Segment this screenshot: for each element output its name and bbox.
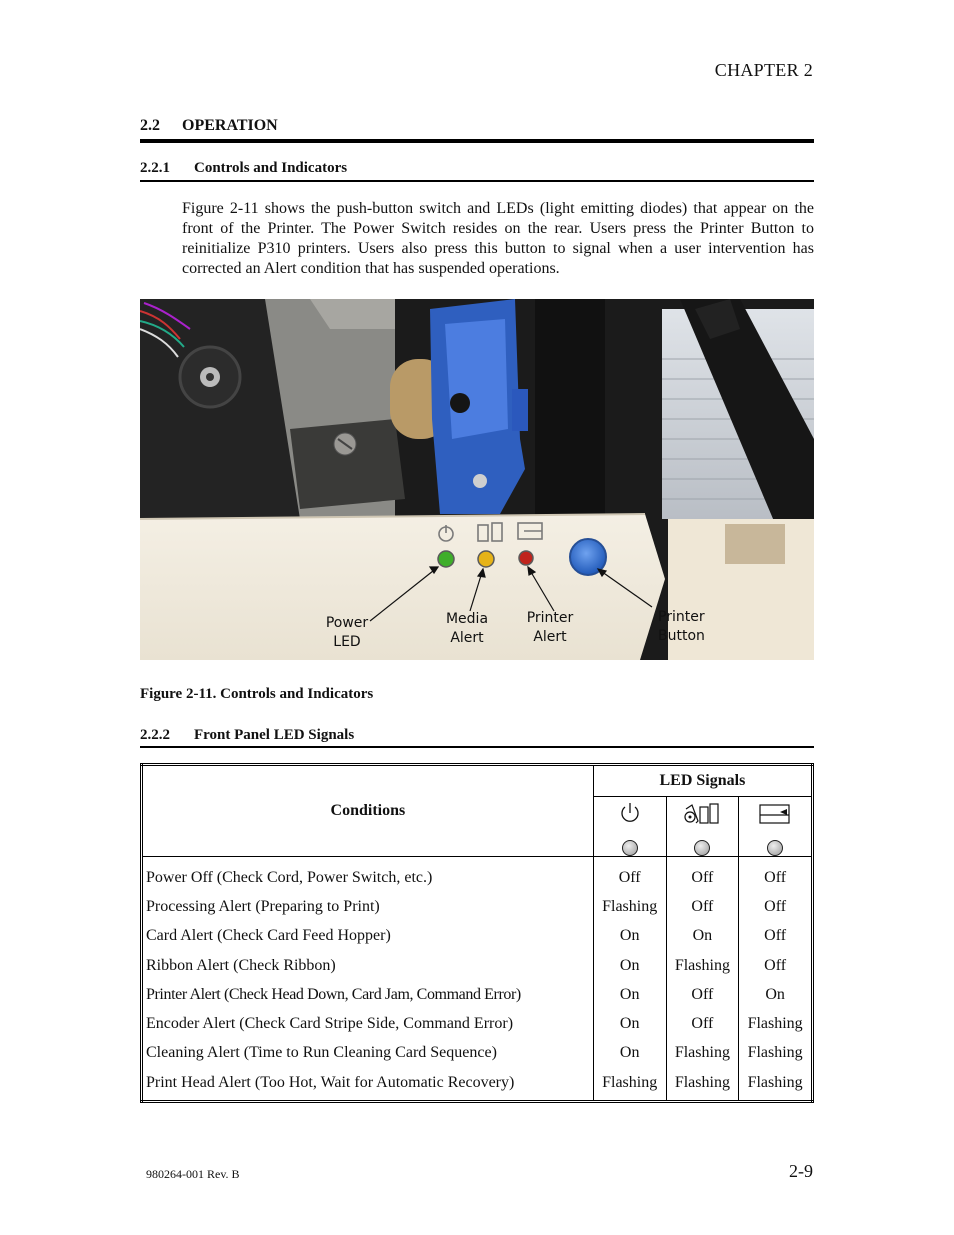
- figure-caption: Figure 2-11. Controls and Indicators: [140, 686, 374, 702]
- table-row: [142, 1039, 813, 1068]
- table-row: [142, 951, 813, 980]
- condition-cell: Encoder Alert (Check Card Stripe Side, Command Error): [142, 1009, 594, 1038]
- subsection-number: 2.2.1: [140, 160, 170, 176]
- media-value: Off: [666, 980, 739, 1009]
- power-value: On: [619, 956, 640, 974]
- condition-cell: Cleaning Alert (Time to Run Cleaning Card Sequence): [142, 1039, 594, 1068]
- condition-cell: Printer Alert (Check Head Down, Card Jam, Command Error): [142, 980, 594, 1009]
- printer-photo: [140, 299, 814, 660]
- subsection-number: 2.2.2: [140, 727, 170, 743]
- power-value: On: [619, 927, 640, 945]
- power-value: On: [619, 1044, 640, 1062]
- printer-value: Flashing: [739, 1009, 813, 1038]
- media-value: On: [666, 922, 739, 951]
- section-rule: [140, 139, 814, 143]
- subsection-title: Controls and Indicators: [194, 160, 348, 176]
- document-number: 980264-001 Rev. B: [146, 1167, 240, 1181]
- table-row: [142, 857, 813, 893]
- table-row: [142, 922, 813, 951]
- media-value: Off: [666, 892, 739, 921]
- media-value: Off: [666, 857, 739, 893]
- power-led-label-line2: LED: [333, 634, 361, 650]
- power-led-indicator: [622, 840, 638, 856]
- printer-column-header: [739, 797, 813, 857]
- printer-alert-label-line1: Printer: [526, 610, 574, 626]
- subsection-heading-led-signals: [140, 727, 354, 744]
- printer-value: Flashing: [739, 1068, 813, 1102]
- power-column-header: [593, 797, 666, 857]
- table-row: [142, 980, 813, 1009]
- condition-cell: Ribbon Alert (Check Ribbon): [142, 951, 594, 980]
- power-led-label-line1: Power: [325, 615, 369, 631]
- table-row: [142, 892, 813, 921]
- media-alert-label: [442, 610, 492, 648]
- section-number: 2.2: [140, 117, 160, 134]
- printer-value: Off: [739, 951, 813, 980]
- media-value: Flashing: [666, 951, 739, 980]
- subsection-rule: [140, 746, 814, 748]
- printer-led-indicator: [767, 840, 783, 856]
- media-column-header: [666, 797, 739, 857]
- subsection-heading-controls: [140, 160, 347, 177]
- power-icon: [618, 801, 642, 827]
- table-row: [142, 1009, 813, 1038]
- printer-button-label-line2: Button: [658, 628, 705, 644]
- printer-button-label-line1: Printer: [658, 609, 705, 625]
- condition-cell: Power Off (Check Cord, Power Switch, etc.): [142, 857, 594, 893]
- media-led-indicator: [694, 840, 710, 856]
- subsection-rule: [140, 180, 814, 182]
- printer-button-label: [658, 608, 705, 646]
- chapter-header: CHAPTER 2: [714, 60, 813, 80]
- power-value: Flashing: [602, 897, 658, 915]
- condition-cell: Processing Alert (Preparing to Print): [142, 892, 594, 921]
- table-row: [142, 1068, 813, 1102]
- printer-icon: [758, 801, 792, 827]
- controls-figure: [140, 299, 814, 660]
- subsection-title: Front Panel LED Signals: [194, 727, 355, 743]
- led-signals-table: [140, 763, 814, 1103]
- power-value: Off: [618, 868, 641, 886]
- page-number: 2-9: [789, 1161, 813, 1181]
- media-value: Flashing: [666, 1068, 739, 1102]
- printer-value: Off: [739, 892, 813, 921]
- media-icon: [682, 801, 722, 827]
- power-value: On: [619, 985, 640, 1003]
- printer-value: On: [739, 980, 813, 1009]
- section-title: OPERATION: [182, 117, 278, 134]
- media-alert-label-line2: Alert: [450, 630, 484, 646]
- power-value: On: [619, 1015, 640, 1033]
- media-value: Off: [666, 1009, 739, 1038]
- media-value: Flashing: [666, 1039, 739, 1068]
- condition-cell: Print Head Alert (Too Hot, Wait for Automatic Recovery): [142, 1068, 594, 1102]
- printer-alert-label: [522, 609, 578, 647]
- power-value: Flashing: [602, 1073, 658, 1091]
- section-heading: [140, 117, 278, 135]
- conditions-header: Conditions: [142, 765, 594, 857]
- printer-value: Off: [739, 857, 813, 893]
- printer-alert-label-line2: Alert: [533, 629, 567, 645]
- led-signals-header: LED Signals: [593, 765, 812, 797]
- condition-cell: Card Alert (Check Card Feed Hopper): [142, 922, 594, 951]
- table-header-row: [142, 765, 813, 797]
- media-alert-label-line1: Media: [445, 611, 489, 627]
- printer-value: Flashing: [739, 1039, 813, 1068]
- printer-value: Off: [739, 922, 813, 951]
- intro-paragraph: Figure 2-11 shows the push-button switch and LEDs (light emitting diodes) that appear on the front of the Printer. The Power Switch resides on the rear. Users press the Printer Button to reinitialize P310 printers. Users also press this button to signal when a user intervention has corrected an Alert condition that has suspended operations.: [182, 200, 814, 277]
- power-led-label: [322, 614, 372, 652]
